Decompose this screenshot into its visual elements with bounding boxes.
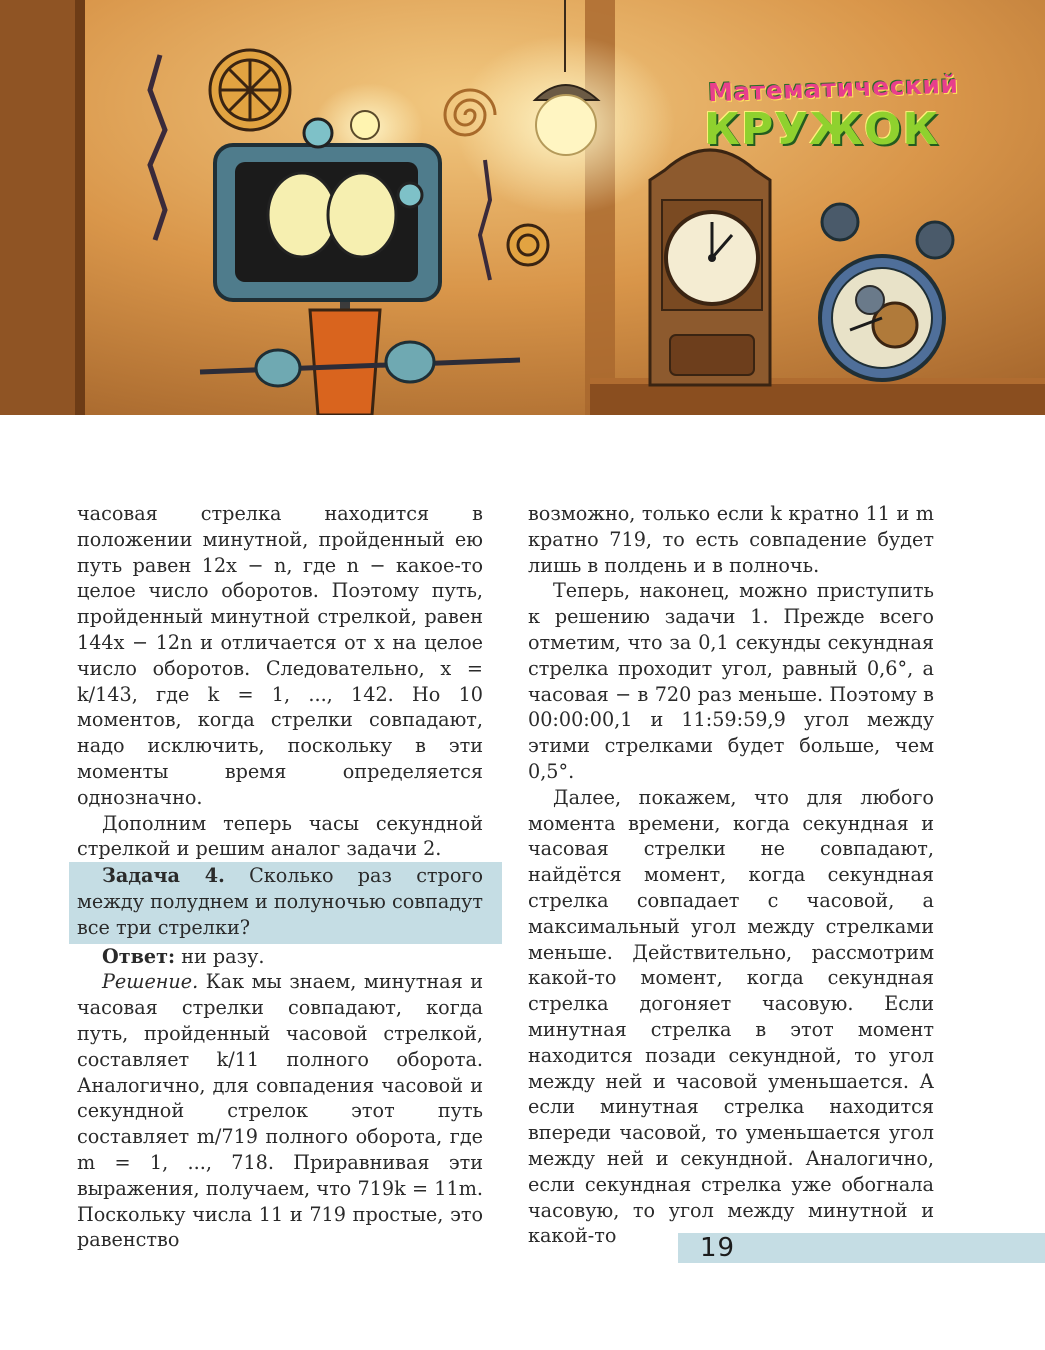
task-label: Задача 4. [102,864,225,888]
task-box [69,862,502,943]
answer-text: ни разу. [175,944,265,968]
paragraph: Далее, покажем, что для любого момента времени, когда секундная и часовая стрелки не совпадают, найдётся момент, когда секундная стрелка совпадает с часовой, а максимальный угол между стрелками меньше. Действительно, рассмотрим какой-то момент, когда секундная стрелка догоняет часовую. Если минутная стрелка в этот момент находится позади секундной, то угол между ней и часовой уменьшается. А если минутная стрелка находится впереди часовой, то уменьшается угол между ней и секундной. Аналогично, если секундная стрелка уже обогнала часовую, то угол между минутной и какой-то [528,785,934,1248]
page-number: 19 [700,1233,736,1263]
solution-text: Как мы знаем, минутная и часовая стрелки совпадают, когда путь, пройденный часовой стрелкой, составляет k/11 полного оборота. Аналогично, для совпадения часовой и секундной стрелок этот путь составляет m/719 полного оборота, где m = 1, ..., 718. Приравнивая эти выражения, получаем, что 719k = 11m. Поскольку числа 11 и 719 простые, это равенство [77,970,483,1252]
task-text: Сколько раз строго между полуднем и полуночью совпадут все три стрелки? [77,864,483,939]
paragraph: Дополним теперь часы секундной стрелкой и решим аналог задачи 2. [77,811,483,861]
right-column [528,501,934,1249]
paragraph: часовая стрелка находится в положении минутной, пройденный ею путь равен 12x − n, где n − какое-то целое число оборотов. Поэтому путь, пройденный минутной стрелкой, равен 144x − 12n и отличается от x на целое число оборотов. Следовательно, x = k/143, где k = 1, ..., 142. Но 10 моментов, когда стрелки совпадают, надо исключить, поскольку в эти моменты время определяется однозначно. [77,502,483,809]
answer-label: Ответ: [102,944,176,968]
illustration-banner [0,0,1045,415]
logo-title-bottom: КРУЖОК [704,104,940,155]
clock-workshop-illustration [0,0,1045,415]
paragraph: возможно, только если k кратно 11 и m кратно 719, то есть совпадение будет лишь в полдень и в полночь. [528,502,934,577]
logo-title-top: Математический [707,69,959,108]
left-column [77,501,483,1253]
paragraph: Теперь, наконец, можно приступить к решению задачи 1. Прежде всего отметим, что за 0,1 секунды секундная стрелка проходит угол, равный 0,6°, а часовая − в 720 раз меньше. Поэтому в 00:00:00,1 и 11:59:59,9 угол между этими стрелками будет больше, чем 0,5°. [528,579,934,783]
logo [686,69,959,162]
solution-label: Решение. [102,970,199,994]
gear-icon [210,50,290,130]
grandfather-clock [650,150,770,385]
